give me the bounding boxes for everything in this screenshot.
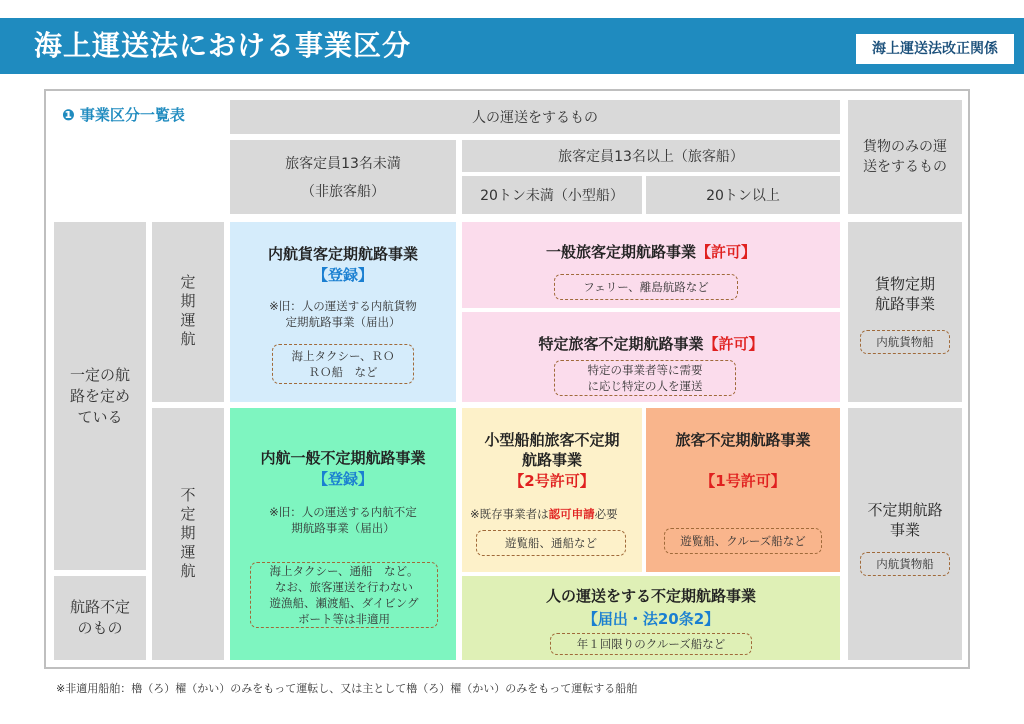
cell-title-text: 特定旅客不定期航路事業 [538, 335, 704, 353]
cell-general-passenger-scheduled [462, 222, 840, 308]
example-line: 遊漁船、瀬渡船、ダイビング [269, 596, 419, 610]
row-header-no-fixed-route-label: 航路不定のもの [69, 598, 130, 637]
col-header-people [230, 100, 840, 134]
cell-note: 期航路事業（届出） [291, 521, 395, 535]
note-part: ※既存事業者は [470, 507, 549, 521]
example-box [272, 344, 414, 384]
row-header-scheduled [152, 222, 224, 402]
col-header-under20t [462, 176, 642, 214]
row-header-unscheduled-label: 不定期運航 [178, 486, 197, 582]
col-header-people-label: 人の運送をするもの [472, 110, 598, 126]
cell-tag: 【登録】 [312, 266, 373, 284]
col-header-under20t-label: 20トン未満（小型船） [480, 188, 624, 204]
example-line: 特定の事業者等に需要 [587, 363, 703, 377]
example-line: なお、旅客運送を行わない [275, 580, 413, 594]
note-highlight: 認可申請 [548, 507, 595, 521]
col-header-over20t-label: 20トン以上 [706, 188, 780, 204]
example-box: フェリー、離島航路など [554, 274, 738, 300]
cell-tag: 【許可】 [696, 243, 757, 261]
example-line: ボート等は非適用 [298, 612, 390, 626]
cell-title: 小型船舶旅客不定期 [484, 431, 620, 449]
example-line: 海上タクシー、通船 など。 [269, 564, 419, 578]
cell-title: 内航一般不定期航路事業 [260, 449, 426, 467]
col-header-cargo-label: 貨物のみの運送をするもの [863, 139, 947, 175]
cell-title-text: 一般旅客定期航路事業 [545, 243, 696, 261]
example-box: 遊覧船、クルーズ船など [664, 528, 822, 554]
cell-title [462, 334, 840, 354]
note-part: 必要 [594, 507, 618, 521]
cell-title: 旅客不定期航路事業 [675, 431, 811, 449]
cell-people-unscheduled-notification [462, 576, 840, 660]
col-header-over13-label: 旅客定員13名以上（旅客船） [558, 149, 744, 165]
row-header-no-fixed-route [54, 576, 146, 660]
cell-title: 不定期航路事業 [867, 501, 943, 539]
cell-tag: 【1号許可】 [700, 472, 786, 490]
section-title: ❶ 事業区分一覧表 [62, 106, 185, 124]
cell-note: 定期航路事業（届出） [285, 315, 401, 329]
row-header-fixed-route [54, 222, 146, 570]
cell-title: 内航貨客定期航路事業 [267, 245, 418, 263]
header-tag: 海上運送法改正関係 [856, 34, 1014, 64]
example-box [554, 360, 736, 396]
col-header-over20t [646, 176, 840, 214]
cell-passenger-unscheduled [646, 408, 840, 572]
example-box: 年１回限りのクルーズ船など [550, 633, 752, 655]
cell-tag: 【登録】 [312, 470, 373, 488]
cell-title [462, 242, 840, 262]
cell-tag: 【2号許可】 [509, 472, 595, 490]
cell-domestic-cargo-passenger-scheduled [230, 222, 456, 402]
cell-title: 航路事業 [521, 451, 582, 469]
footnote: ※非適用船舶：櫓（ろ）櫂（かい）のみをもって運転し、又は主として櫓（ろ）櫂（かい）のみをもって運転する船舶 [56, 682, 638, 695]
example-box [250, 562, 438, 628]
cell-domestic-general-unscheduled [230, 408, 456, 660]
cell-note: ※旧：人の運送する内航貨物 [269, 299, 417, 313]
example-box: 内航貨物船 [860, 330, 950, 354]
cell-tag: 【許可】 [703, 335, 764, 353]
col-header-cargo [848, 100, 962, 214]
example-line: 海上タクシー、ＲＯ [291, 349, 395, 363]
col-header-over13 [462, 140, 840, 172]
cell-tag: 【届出・法20条2】 [582, 610, 720, 628]
cell-cargo-unscheduled [848, 408, 962, 660]
page-title: 海上運送法における事業区分 [34, 29, 412, 62]
cell-title: 人の運送をする不定期航路事業 [545, 587, 756, 605]
example-line: に応じ特定の人を運送 [587, 379, 703, 393]
cell-cargo-scheduled [848, 222, 962, 402]
example-line: ＲＯ船 など [308, 365, 378, 379]
cell-title: 貨物定期航路事業 [874, 275, 935, 313]
row-header-unscheduled [152, 408, 224, 660]
col-header-under13 [230, 140, 456, 214]
col-header-under13-sub: （非旅客船） [301, 184, 385, 200]
cell-small-passenger-unscheduled [462, 408, 642, 572]
row-header-fixed-route-label: 一定の航路を定めている [69, 365, 130, 426]
row-header-scheduled-label: 定期運航 [178, 274, 197, 350]
example-box: 内航貨物船 [860, 552, 950, 576]
cell-specific-passenger-unscheduled [462, 312, 840, 402]
col-header-under13-label: 旅客定員13名未満 [285, 156, 401, 172]
cell-note: ※旧：人の運送する内航不定 [269, 505, 417, 519]
example-box: 遊覧船、通船など [476, 530, 626, 556]
cell-note [470, 506, 640, 522]
